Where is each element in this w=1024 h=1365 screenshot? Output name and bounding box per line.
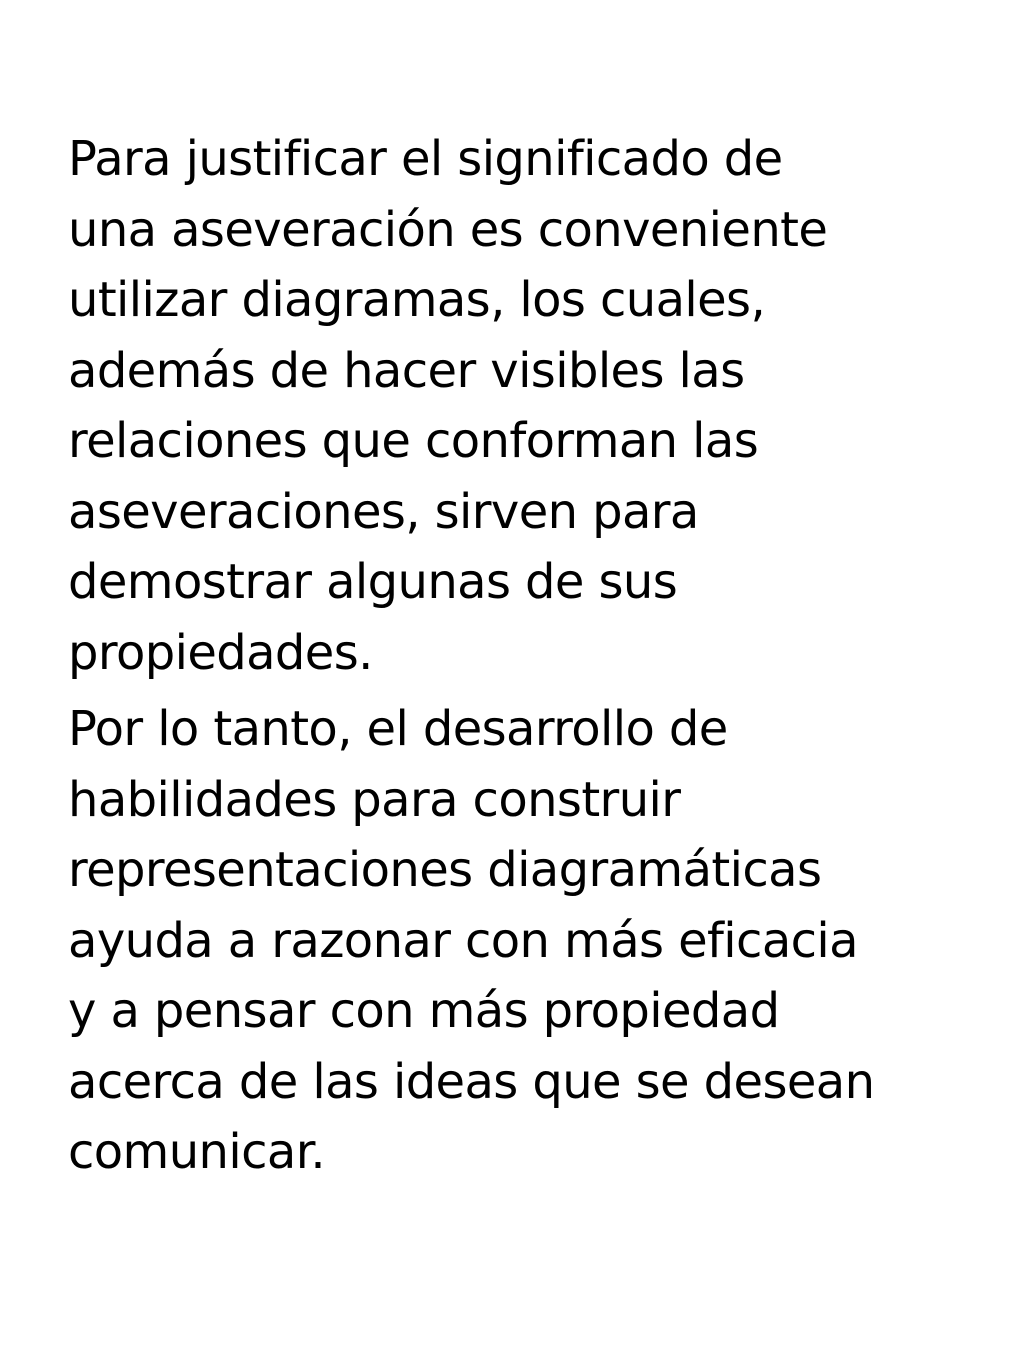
text-line: una aseveración es conveniente: [68, 201, 828, 258]
text-line: ayuda a razonar con más eficacia: [68, 912, 858, 969]
paragraph-2: [68, 694, 988, 1188]
text-line: comunicar.: [68, 1124, 326, 1180]
text-line: acerca de las ideas que se desean: [68, 1053, 875, 1110]
text-line: Para justificar el significado de: [68, 131, 783, 187]
text-line: relaciones que conforman las: [68, 413, 759, 469]
text-line: Por lo tanto, el desarrollo de: [68, 701, 728, 757]
text-line: utilizar diagramas, los cuales,: [68, 272, 766, 328]
text-line: y a pensar con más propiedad: [68, 983, 780, 1039]
text-line: representaciones diagramáticas: [68, 842, 822, 898]
text-line: habilidades para construir: [68, 771, 681, 828]
text-line: aseveraciones, sirven para: [68, 483, 699, 540]
text-line: además de hacer visibles las: [68, 342, 745, 399]
text-line: propiedades.: [68, 624, 373, 681]
text-line: demostrar algunas de sus: [68, 554, 678, 610]
paragraph-1: [68, 124, 988, 688]
body-text: [68, 124, 988, 1188]
